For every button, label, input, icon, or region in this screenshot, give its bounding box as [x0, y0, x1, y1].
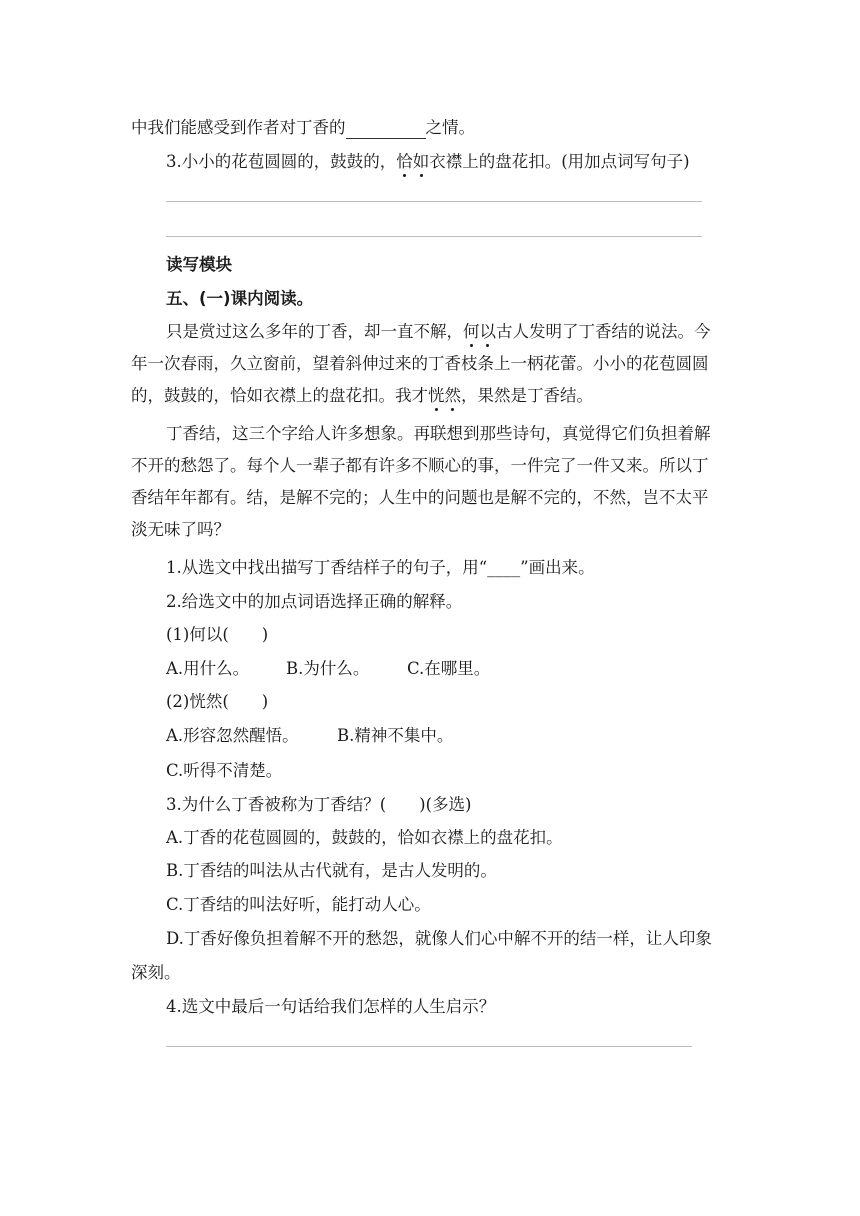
question-3: 3.为什么丁香被称为丁香结？( )(多选) — [166, 795, 472, 814]
dotted-char: 恍 — [428, 386, 445, 405]
question-2-2: (2)恍然( ) — [166, 692, 269, 711]
question-2: 2.给选文中的加点词语选择正确的解释。 — [166, 592, 463, 611]
option-c[interactable]: C.在哪里。 — [407, 659, 491, 678]
option-a[interactable]: A.用什么。 — [166, 659, 250, 678]
question-4: 4.选文中最后一句话给我们怎样的人生启示？ — [166, 997, 496, 1016]
passage-text: 只是赏过这么多年的丁香，却一直不解， — [166, 322, 463, 341]
passage-text: ，果然是丁香结。 — [461, 386, 593, 405]
section-title: 读写模块 — [166, 255, 232, 274]
answer-blank[interactable] — [346, 122, 426, 139]
option-b[interactable]: B.精神不集中。 — [337, 726, 454, 745]
passage-line: 丁香结，这三个字给人许多想象。再联想到那些诗句，真觉得它们负担着解 — [166, 424, 711, 443]
option-b[interactable]: B.为什么。 — [286, 659, 370, 678]
option-d-continued: 深刻。 — [131, 963, 181, 982]
question-text: 之情。 — [425, 118, 475, 137]
dotted-char: 何 — [463, 322, 480, 341]
dotted-char: 然 — [444, 386, 461, 405]
reading-heading: 五、(一)课内阅读。 — [166, 289, 314, 308]
passage-line: 不开的愁怨了。每个人一辈子都有许多不顺心的事，一件完了一件又来。所以丁 — [131, 456, 709, 475]
passage-text: 的，鼓鼓的，恰如衣襟上的盘花扣。我才 — [131, 386, 428, 405]
answer-line[interactable] — [166, 236, 702, 237]
question-text: 衣襟上的盘花扣。(用加点词写句子) — [429, 152, 690, 171]
question-3-top — [166, 151, 690, 173]
option-a[interactable]: A.丁香的花苞圆圆的，鼓鼓的，恰如衣襟上的盘花扣。 — [166, 828, 563, 847]
dotted-char: 以 — [479, 322, 496, 341]
question-text: 3.小小的花苞圆圆的，鼓鼓的， — [166, 152, 397, 171]
option-a[interactable]: A.形容忽然醒悟。 — [166, 726, 299, 745]
dotted-char: 恰 — [396, 152, 413, 171]
question-text: 中我们能感受到作者对丁香的 — [131, 118, 346, 137]
option-c[interactable]: C.丁香结的叫法好听，能打动人心。 — [166, 895, 431, 914]
option-b[interactable]: B.丁香结的叫法从古代就有，是古人发明的。 — [166, 861, 497, 880]
passage-line — [166, 321, 711, 343]
option-d[interactable]: D.丁香好像负担着解不开的愁怨，就像人们心中解不开的结一样，让人印象 — [166, 929, 712, 948]
fill-in-question-line — [131, 117, 475, 139]
passage-line: 香结年年都有。结，是解不完的；人生中的问题也是解不完的，不然，岂不太平 — [131, 488, 709, 507]
answer-line[interactable] — [166, 1046, 692, 1047]
passage-line: 淡无味了吗？ — [131, 520, 230, 539]
passage-text: 古人发明了丁香结的说法。今 — [496, 322, 711, 341]
passage-line — [131, 385, 593, 407]
passage-line: 年一次春雨，久立窗前，望着斜伸过来的丁香枝条上一柄花蕾。小小的花苞圆圆 — [131, 354, 709, 373]
question-1: 1.从选文中找出描写丁香结样子的句子，用“____”画出来。 — [166, 558, 595, 577]
option-c[interactable]: C.听得不清楚。 — [166, 761, 283, 780]
answer-line[interactable] — [166, 201, 702, 202]
question-2-1: (1)何以( ) — [166, 625, 269, 644]
dotted-char: 如 — [412, 152, 430, 171]
